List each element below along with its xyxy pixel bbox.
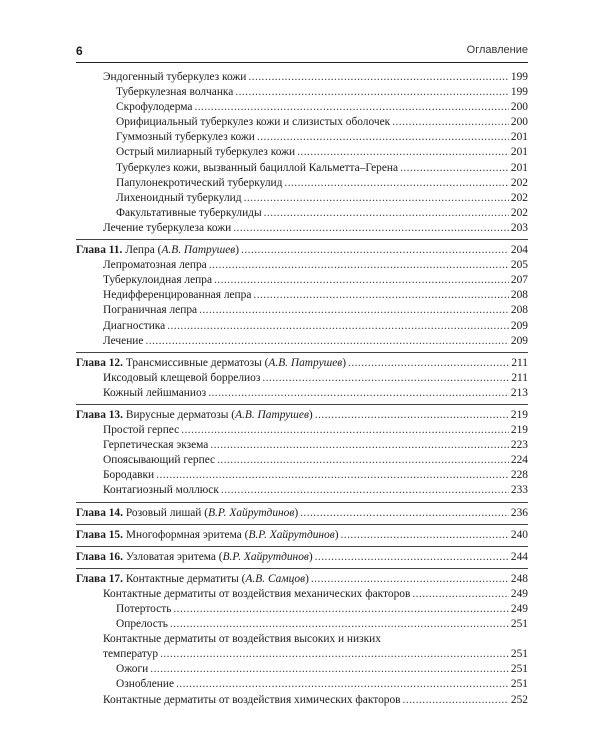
toc-entry-row bbox=[76, 130, 528, 145]
page-ref: 205 bbox=[510, 259, 528, 272]
entry-text: Пограничная лепра bbox=[103, 304, 198, 317]
chapter-title: Узловатая эритема bbox=[125, 550, 216, 563]
toc-entry-row bbox=[76, 288, 528, 303]
page-ref: 201 bbox=[510, 161, 528, 174]
page-ref: 224 bbox=[510, 454, 528, 467]
toc-entry-row bbox=[76, 161, 528, 176]
dot-leader bbox=[221, 483, 509, 498]
page-ref: 209 bbox=[510, 334, 528, 347]
entry-text: Скрофулодерма bbox=[116, 101, 193, 114]
dot-leader bbox=[170, 617, 509, 632]
dot-leader bbox=[244, 191, 509, 206]
page-ref: 202 bbox=[510, 191, 528, 204]
page-ref: 244 bbox=[510, 550, 528, 563]
entry-text: Эндогенный туберкулез кожи bbox=[103, 71, 247, 83]
entry-text-line: температур bbox=[103, 648, 159, 661]
entry-text: Опрелость bbox=[116, 618, 168, 631]
dot-leader bbox=[297, 145, 509, 160]
page-ref: 219 bbox=[510, 424, 528, 437]
page-ref: 207 bbox=[510, 274, 528, 287]
header-rule bbox=[76, 62, 528, 63]
toc-entry-row bbox=[76, 662, 528, 677]
dot-leader bbox=[412, 587, 509, 602]
dot-leader bbox=[400, 161, 509, 176]
page-ref: 211 bbox=[511, 356, 528, 369]
entry-text: Кожный лейшманиоз bbox=[103, 386, 207, 399]
page-ref: 219 bbox=[510, 408, 528, 421]
toc-entry-row bbox=[76, 423, 528, 438]
entry-text: Диагностика bbox=[103, 319, 166, 332]
page-ref: 199 bbox=[510, 86, 528, 99]
entry-text: Недифференцированная лепра bbox=[103, 289, 252, 302]
toc-entry-row bbox=[76, 85, 528, 100]
toc-entry-row bbox=[76, 115, 528, 130]
entry-text: Простой герпес bbox=[103, 424, 180, 437]
page-ref: 251 bbox=[510, 663, 528, 676]
page-ref: 249 bbox=[510, 587, 528, 600]
toc-entry-row bbox=[76, 206, 528, 221]
dot-leader bbox=[173, 602, 509, 617]
toc-entry-row-continued bbox=[76, 647, 528, 662]
chapter-title: Трансмиссивные дерматозы bbox=[125, 356, 262, 369]
entry-text: Бородавки bbox=[103, 469, 155, 482]
page-ref: 249 bbox=[510, 603, 528, 615]
dot-leader bbox=[145, 334, 508, 349]
toc-entry-row bbox=[76, 438, 528, 453]
page-ref: 228 bbox=[510, 469, 528, 482]
dot-leader bbox=[248, 70, 509, 85]
toc-chapter-row bbox=[76, 528, 528, 543]
dot-leader bbox=[167, 319, 509, 334]
table-of-contents bbox=[76, 70, 528, 708]
page-ref: 204 bbox=[510, 244, 528, 257]
page-ref: 200 bbox=[510, 116, 528, 129]
page-header bbox=[76, 44, 528, 60]
chapter-heading: Глава 13. Вирусные дерматозы (А.В. Патрушев) bbox=[76, 408, 313, 421]
page-ref: 248 bbox=[510, 572, 528, 585]
page-ref: 208 bbox=[510, 289, 528, 302]
page-ref: 213 bbox=[510, 386, 528, 399]
page-ref: 251 bbox=[510, 618, 528, 631]
dot-leader bbox=[403, 693, 509, 708]
entry-text: Лепроматозная лепра bbox=[103, 259, 207, 272]
entry-text: Контактные дерматиты от воздействия механических факторов bbox=[103, 587, 411, 600]
dot-leader bbox=[241, 243, 509, 258]
toc-entry-row bbox=[76, 221, 528, 236]
toc-entry-row bbox=[76, 191, 528, 206]
page-ref: 201 bbox=[510, 131, 528, 144]
chapter-title: Контактные дерматиты bbox=[125, 572, 239, 585]
chapter-separator bbox=[76, 239, 528, 240]
entry-text: Опоясывающий герпес bbox=[103, 454, 216, 467]
entry-text: Лечение туберкулеза кожи bbox=[103, 221, 232, 234]
dot-leader bbox=[181, 423, 509, 438]
page-ref: 202 bbox=[510, 176, 528, 189]
chapter-author: А.В. Патрушев bbox=[235, 408, 309, 421]
dot-leader bbox=[284, 176, 508, 191]
chapter-label: Глава 17. bbox=[76, 572, 123, 585]
chapter-heading: Глава 11. Лепра (А.В. Патрушев) bbox=[76, 244, 240, 257]
chapter-author: В.Р. Хайрутдинов bbox=[208, 506, 295, 519]
entry-text: Ожоги bbox=[116, 663, 149, 676]
entry-text: Контактные дерматиты от воздействия химических факторов bbox=[103, 693, 401, 706]
entry-text: Туберкулезная волчанка bbox=[116, 86, 234, 99]
page-ref: 223 bbox=[510, 439, 528, 452]
dot-leader bbox=[311, 572, 509, 587]
toc-entry-row bbox=[76, 453, 528, 468]
dot-leader bbox=[199, 303, 509, 318]
toc-entry-row bbox=[76, 693, 528, 708]
toc-entry-row bbox=[76, 145, 528, 160]
dot-leader bbox=[214, 273, 509, 288]
chapter-title: Вирусные дерматозы bbox=[125, 408, 229, 421]
chapter-author: А.В. Самцов bbox=[245, 572, 306, 585]
page-ref: 201 bbox=[510, 146, 528, 159]
dot-leader bbox=[156, 468, 509, 483]
chapter-author: А.В. Патрушев bbox=[268, 356, 343, 369]
chapter-separator bbox=[76, 404, 528, 405]
page-ref: 199 bbox=[510, 71, 528, 83]
toc-entry-row bbox=[76, 617, 528, 632]
chapter-separator bbox=[76, 352, 528, 353]
dot-leader bbox=[262, 371, 509, 386]
entry-text: Туберкулез кожи, вызванный бациллой Кальметта–Герена bbox=[116, 161, 399, 174]
dot-leader bbox=[235, 85, 509, 100]
toc-entry-row bbox=[76, 303, 528, 318]
chapter-heading: Глава 16. Узловатая эритема (В.Р. Хайрутдинов) bbox=[76, 550, 313, 563]
chapter-label: Глава 13. bbox=[76, 408, 123, 421]
toc-entry-row bbox=[76, 602, 528, 617]
page-ref: 211 bbox=[511, 371, 528, 384]
toc-chapter-row bbox=[76, 356, 528, 371]
dot-leader bbox=[392, 115, 509, 130]
chapter-separator bbox=[76, 546, 528, 547]
chapter-separator bbox=[76, 502, 528, 503]
page-ref: 202 bbox=[510, 206, 528, 219]
dot-leader bbox=[194, 100, 508, 115]
toc-entry-row bbox=[76, 632, 528, 647]
toc-entry-row bbox=[76, 258, 528, 273]
entry-text: Герпетическая экзема bbox=[103, 439, 209, 452]
toc-entry-row bbox=[76, 677, 528, 692]
page-ref: 200 bbox=[510, 101, 528, 114]
chapter-heading: Глава 14. Розовый лишай (В.Р. Хайрутдинов) bbox=[76, 506, 299, 519]
toc-entry-row bbox=[76, 386, 528, 401]
entry-text: Лихеноидный туберкулид bbox=[116, 191, 242, 204]
chapter-label: Глава 16. bbox=[76, 550, 123, 563]
entry-text: Иксодовый клещевой боррелиоз bbox=[103, 371, 261, 384]
entry-text: Факультативные туберкулиды bbox=[116, 206, 262, 219]
chapter-label: Глава 14. bbox=[76, 506, 123, 519]
dot-leader bbox=[160, 647, 509, 662]
chapter-author: В.Р. Хайрутдинов bbox=[222, 550, 309, 563]
toc-entry-row bbox=[76, 468, 528, 483]
entry-text: Потертость bbox=[116, 603, 172, 615]
page-ref: 252 bbox=[510, 693, 528, 706]
dot-leader bbox=[257, 130, 509, 145]
entry-text: Гуммозный туберкулез кожи bbox=[116, 131, 255, 144]
page-ref: 240 bbox=[510, 528, 528, 541]
entry-text: Контагиозный моллюск bbox=[103, 484, 219, 497]
chapter-heading: Глава 15. Многоформная эритема (В.Р. Хайрутдинов) bbox=[76, 528, 339, 541]
entry-text: Орифициальный туберкулез кожи и слизистых оболочек bbox=[116, 116, 391, 129]
toc-entry-row bbox=[76, 587, 528, 602]
dot-leader bbox=[208, 386, 509, 401]
toc-chapter-row bbox=[76, 408, 528, 423]
page-ref: 208 bbox=[510, 304, 528, 317]
chapter-title: Розовый лишай bbox=[125, 506, 202, 519]
chapter-author: В.Р. Хайрутдинов bbox=[248, 528, 335, 541]
page-number: 6 bbox=[76, 44, 83, 58]
chapter-label: Глава 15. bbox=[76, 528, 123, 541]
toc-entry-row bbox=[76, 273, 528, 288]
toc-entry-row bbox=[76, 334, 528, 349]
dot-leader bbox=[150, 662, 509, 677]
dot-leader bbox=[253, 288, 509, 303]
page-ref: 251 bbox=[510, 648, 528, 661]
chapter-author: А.В. Патрушев bbox=[161, 244, 236, 257]
toc-chapter-row bbox=[76, 550, 528, 565]
chapter-title: Лепра bbox=[125, 244, 155, 257]
page-ref: 236 bbox=[510, 506, 528, 519]
chapter-separator bbox=[76, 524, 528, 525]
dot-leader bbox=[209, 258, 509, 273]
chapter-label: Глава 12. bbox=[76, 356, 123, 369]
dot-leader bbox=[264, 206, 509, 221]
entry-text: Ознобление bbox=[116, 678, 175, 691]
page-ref: 233 bbox=[510, 484, 528, 497]
dot-leader bbox=[233, 221, 509, 236]
entry-text: Туберкулоидная лепра bbox=[103, 274, 212, 287]
dot-leader bbox=[348, 356, 509, 371]
chapter-separator bbox=[76, 568, 528, 569]
chapter-label: Глава 11. bbox=[76, 244, 123, 257]
toc-chapter-row bbox=[76, 506, 528, 521]
toc-entry-row bbox=[76, 483, 528, 498]
dot-leader bbox=[341, 528, 509, 543]
toc-entry-row bbox=[76, 70, 528, 85]
entry-text: Лечение bbox=[103, 334, 144, 347]
toc-chapter-row bbox=[76, 243, 528, 258]
page-ref: 203 bbox=[510, 221, 528, 234]
entry-text: Папулонекротический туберкулид bbox=[116, 176, 283, 189]
toc-entry-row bbox=[76, 100, 528, 115]
dot-leader bbox=[217, 453, 509, 468]
page-ref: 209 bbox=[510, 319, 528, 332]
dot-leader bbox=[210, 438, 509, 453]
dot-leader bbox=[315, 550, 509, 565]
entry-text: Острый милиарный туберкулез кожи bbox=[116, 146, 296, 159]
dot-leader bbox=[315, 408, 509, 423]
toc-entry-row bbox=[76, 176, 528, 191]
entry-text-line: Контактные дерматиты от воздействия высоких и низких bbox=[103, 633, 381, 646]
running-head: Оглавление bbox=[466, 44, 528, 56]
chapter-title: Многоформная эритема bbox=[125, 528, 242, 541]
toc-entry-row bbox=[76, 371, 528, 386]
dot-leader bbox=[176, 677, 509, 692]
toc-chapter-row bbox=[76, 572, 528, 587]
toc-entry-row bbox=[76, 319, 528, 334]
page-ref: 251 bbox=[510, 678, 528, 691]
chapter-heading: Глава 17. Контактные дерматиты (А.В. Самцов) bbox=[76, 572, 309, 585]
chapter-heading: Глава 12. Трансмиссивные дерматозы (А.В. Патрушев) bbox=[76, 356, 347, 369]
dot-leader bbox=[300, 506, 509, 521]
